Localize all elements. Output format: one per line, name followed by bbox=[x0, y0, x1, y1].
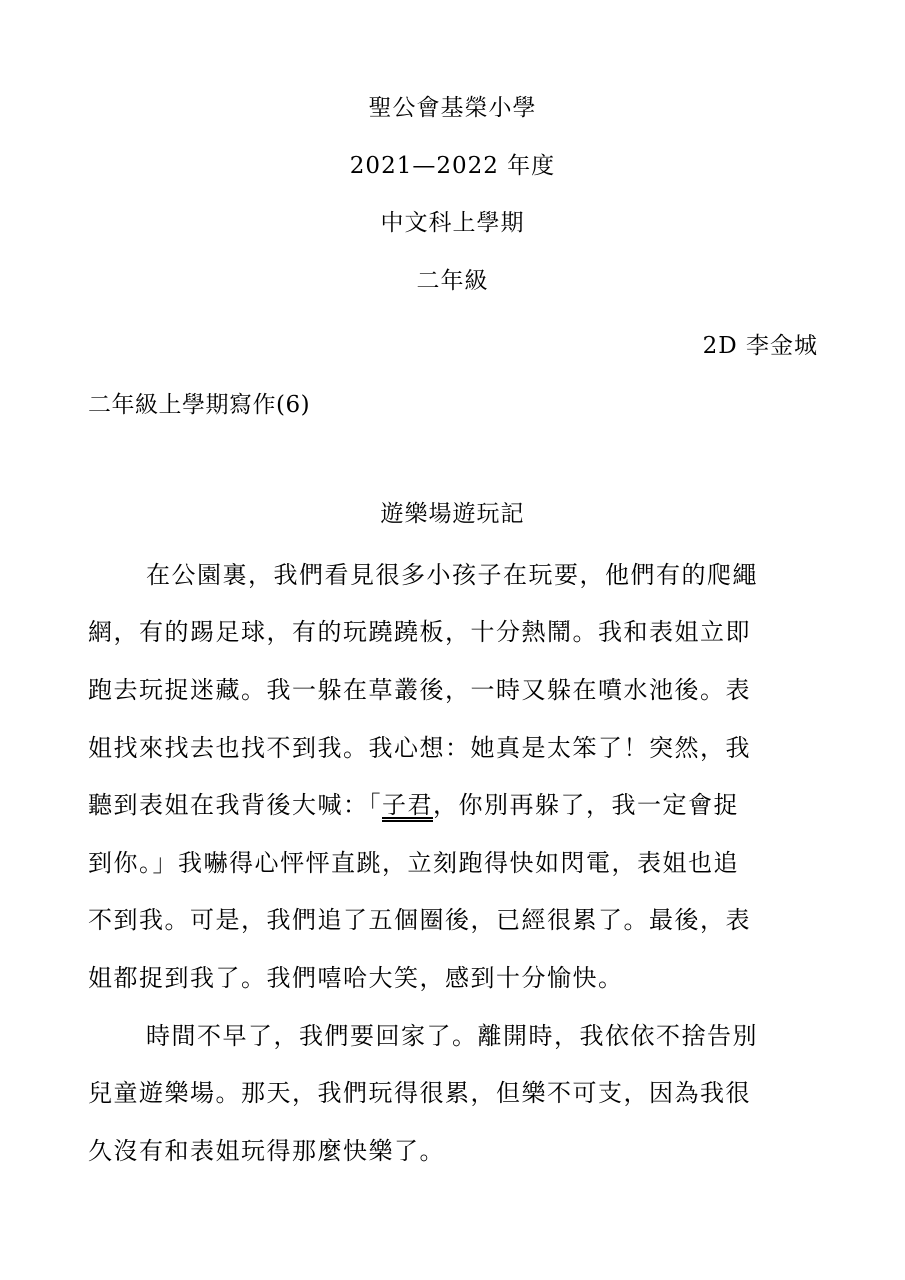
essay-line: 久沒有和表姐玩得那麼快樂了。 bbox=[88, 1137, 445, 1165]
essay-line: 跑去玩捉迷藏。我一躲在草叢後，一時又躲在噴水池後。表 bbox=[88, 676, 751, 704]
school-name: 聖公會基榮小學 bbox=[368, 95, 537, 121]
school-year: 2021—2022 年度 bbox=[349, 153, 556, 179]
essay-line-part: ，你別再躲了，我一定會捉 bbox=[433, 791, 739, 819]
essay-line: 姐都捉到我了。我們嘻哈大笑，感到十分愉快。 bbox=[88, 964, 624, 992]
student-name: 2D 李金城 bbox=[702, 333, 818, 359]
grade-level: 二年級 bbox=[416, 268, 489, 294]
essay-line-part: 聽到表姐在我背後大喊：「 bbox=[88, 791, 382, 819]
essay-line bbox=[88, 793, 818, 817]
essay-line: 到你。」我嚇得心怦怦直跳，立刻跑得快如閃電，表姐也追 bbox=[88, 849, 739, 877]
assignment-title: 二年級上學期寫作(6) bbox=[88, 392, 311, 418]
subject-term: 中文科上學期 bbox=[380, 210, 525, 236]
essay-line: 在公園裏，我們看見很多小孩子在玩要，他們有的爬繩 bbox=[146, 561, 758, 589]
essay-line: 網，有的踢足球，有的玩蹺蹺板，十分熱鬧。我和表姐立即 bbox=[88, 618, 751, 646]
essay-line: 時間不早了，我們要回家了。離開時，我依依不捨告別 bbox=[146, 1022, 758, 1050]
essay-title: 遊樂場遊玩記 bbox=[380, 501, 525, 527]
underlined-name: 子君 bbox=[382, 791, 433, 819]
essay-line: 姐找來找去也找不到我。我心想：她真是太笨了！突然，我 bbox=[88, 734, 751, 762]
essay-line: 兒童遊樂場。那天，我們玩得很累，但樂不可支，因為我很 bbox=[88, 1079, 751, 1107]
essay-line: 不到我。可是，我們追了五個圈後，已經很累了。最後，表 bbox=[88, 906, 751, 934]
